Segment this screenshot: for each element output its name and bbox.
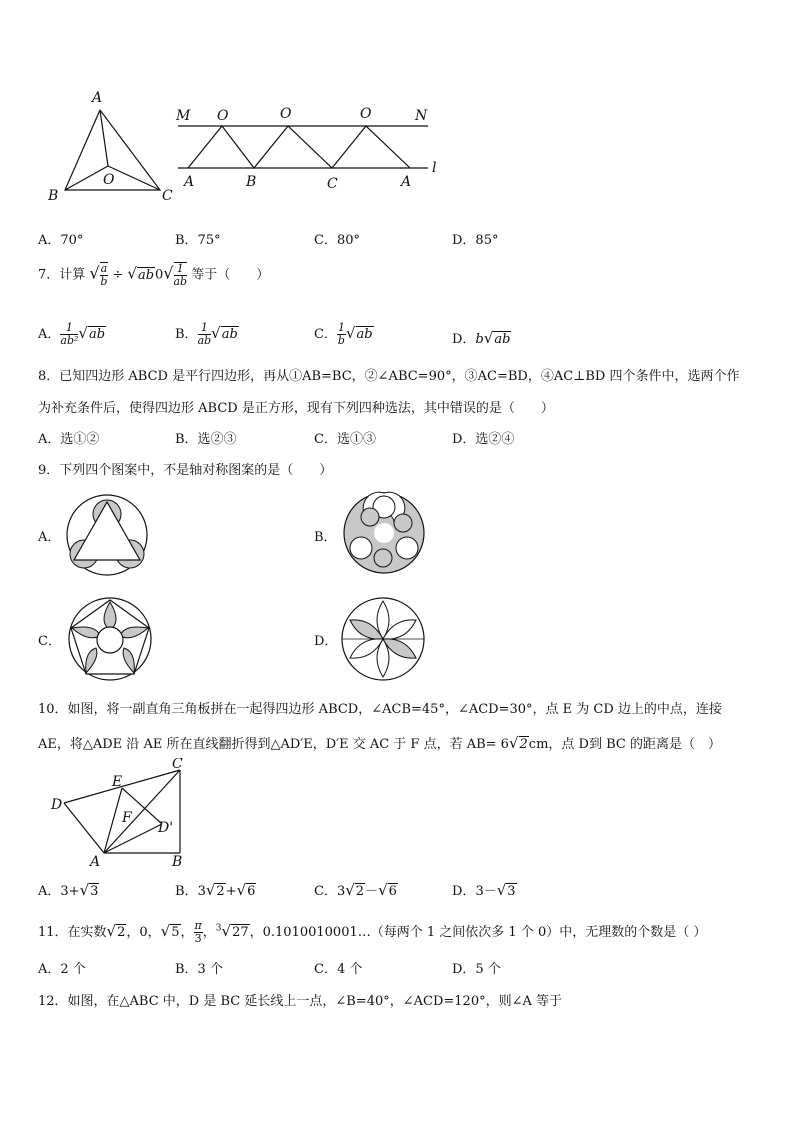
q10-option-c[interactable]: C．3√2－√6: [314, 881, 397, 899]
label-O2: O: [280, 106, 292, 122]
q7-stem: 7．计算 √ $\frac{a}{b}$ ÷ √ab0√ $\frac{1}{ab}$ 等于（ ）: [38, 262, 270, 288]
q10-option-d[interactable]: D．3－√3: [452, 881, 516, 899]
label-A: A: [90, 854, 101, 870]
label-Dprime: D': [158, 820, 174, 836]
label-A1: A: [184, 174, 195, 190]
label-D: D: [51, 797, 63, 813]
label-B: B: [48, 188, 59, 204]
q8-option-a[interactable]: A．选①②: [38, 432, 100, 447]
q6-option-b[interactable]: B．75°: [175, 233, 221, 248]
q7-suffix: 等于（ ）: [191, 267, 270, 283]
q11-option-b[interactable]: B．3 个: [175, 962, 223, 977]
label-F: F: [122, 810, 132, 826]
q7-prefix: 7．计算: [38, 267, 86, 283]
q8-option-d[interactable]: D．选②④: [452, 432, 515, 447]
q7-dot: 0: [155, 267, 164, 283]
q6-option-a[interactable]: A．70°: [38, 233, 84, 248]
q9-figure-c[interactable]: [62, 596, 160, 682]
q10-line1: 10．如图，将一副直角三角板拼在一起得四边形 ABCD，∠ACB=45°，∠ACD=30°，点 E 为 CD 边上的中点，连接: [38, 702, 722, 717]
q8-option-b[interactable]: B．选②③: [175, 432, 237, 447]
q9-label-c[interactable]: C．: [38, 634, 61, 649]
q6-option-c[interactable]: C．80°: [314, 233, 360, 248]
q9-figure-a[interactable]: [64, 492, 150, 578]
q7-frac3: $\frac{1}{ab}$: [173, 262, 188, 288]
q8-line1: 8．已知四边形 ABCD 是平行四边形，再从①AB=BC，②∠ABC=90°，③AC=BD，④AC⊥BD 四个条件中，选两个作: [38, 369, 740, 384]
q10-option-a[interactable]: A．3+√3: [38, 881, 99, 899]
label-C: C: [327, 176, 338, 192]
q8-line2: 为补充条件后，使得四边形 ABCD 是正方形，现有下列四种选法，其中错误的是（ ）: [38, 401, 554, 416]
q7-option-a[interactable]: A． $\frac{1}{\text{ab²}}$ √ab: [38, 321, 106, 347]
q7-option-c[interactable]: C． $\frac{1}{b}$ √ab: [314, 321, 373, 347]
q7-option-b[interactable]: B． $\frac{1}{ab}$ √ab: [175, 321, 238, 347]
q9-label-b[interactable]: B．: [314, 530, 337, 545]
q11-stem: 11．在实数√2，0，√5， $\frac{\pi}{3}$ ，$^3$√27，0.1010010001…（每两个 1 之间依次多 1 个 0）中，无理数的个数是（ ）: [38, 919, 707, 945]
q12-stem: 12．如图，在△ABC 中，D 是 BC 延长线上一点，∠B=40°，∠ACD=120°，则∠A 等于: [38, 994, 563, 1009]
q8-option-c[interactable]: C．选①③: [314, 432, 376, 447]
q7-rad2: ab: [137, 267, 155, 283]
label-C: C: [162, 188, 173, 204]
figure-triangle-abc-o: [40, 88, 190, 208]
label-M: M: [176, 108, 191, 124]
label-B: B: [172, 854, 183, 870]
q11-option-a[interactable]: A．2 个: [38, 962, 86, 977]
q11-option-d[interactable]: D．5 个: [452, 962, 501, 977]
label-E: E: [112, 774, 123, 790]
q9-label-a[interactable]: A．: [38, 530, 61, 545]
q9-label-d[interactable]: D．: [314, 634, 338, 649]
q10-line2: AE，将△ADE 沿 AE 所在直线翻折得到△AD′E，D′E 交 AC 于 F 点，若 AB= 6√2cm，点 D到 BC 的距离是（ ）: [38, 734, 721, 752]
label-O: O: [103, 172, 115, 188]
label-A2: A: [401, 174, 412, 190]
q7-option-d[interactable]: D．b√ab: [452, 329, 511, 347]
q7-frac1: $\frac{a}{b}$: [100, 262, 108, 288]
label-O3: O: [360, 106, 372, 122]
q11-option-c[interactable]: C．4 个: [314, 962, 363, 977]
q9-figure-b[interactable]: [341, 490, 427, 576]
label-C: C: [172, 758, 183, 772]
label-l: l: [432, 160, 437, 176]
q10-figure: [44, 758, 194, 870]
figure-parallel-lines-zigzag: [170, 100, 450, 195]
q6-option-d[interactable]: D．85°: [452, 233, 499, 248]
label-O1: O: [217, 108, 229, 124]
label-B: B: [246, 174, 257, 190]
q10-option-b[interactable]: B．3√2+√6: [175, 881, 256, 899]
q9-figure-d[interactable]: [338, 596, 428, 682]
label-N: N: [415, 108, 428, 124]
q7-div: ÷: [112, 267, 124, 283]
label-A: A: [92, 90, 103, 106]
q9-stem: 9．下列四个图案中，不是轴对称图案的是（ ）: [38, 463, 333, 478]
